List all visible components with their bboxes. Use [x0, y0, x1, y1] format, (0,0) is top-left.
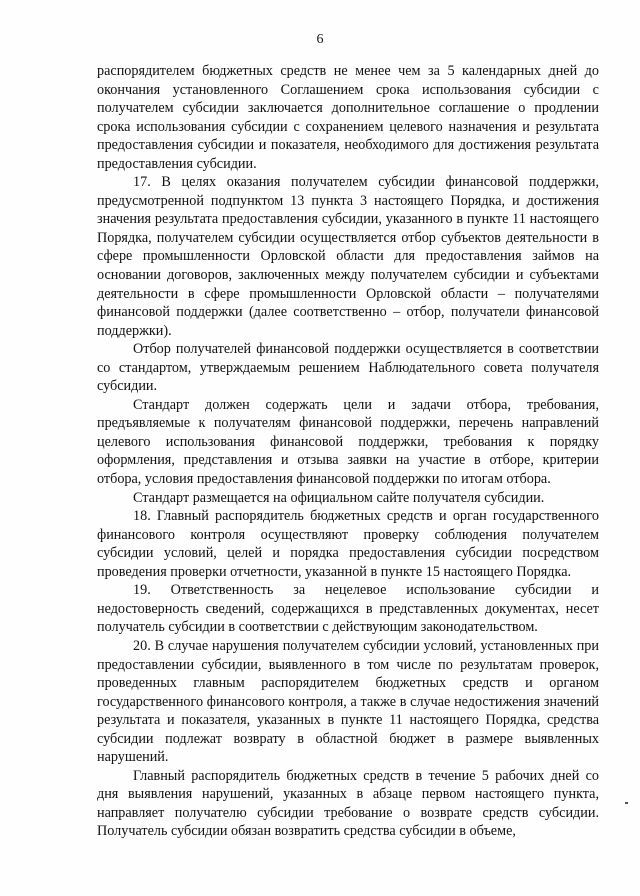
- paragraph-item-20: 20. В случае нарушения получателем субсидии условий, установленных при предоставлении субсидии, выявленного в том числе по результатам проверок, проведенных главным распорядителем бюджетных средств и органом государственного финансового контроля, а также в случае недостижения значений результата и показателя, указанных в пункте 11 настоящего Порядка, средства субсидии подлежат возврату в областной бюджет в размере выявленных нарушений.: [97, 637, 599, 766]
- paragraph-item-18: 18. Главный распорядитель бюджетных средств и орган государственного финансового контроля осуществляют проверку соблюдения получателем субсидии условий, целей и порядка предоставления субсидии посредством проведения проверки отчетности, указанной в пункте 15 настоящего Порядка.: [97, 508, 599, 580]
- scan-mark: [625, 802, 628, 804]
- paragraph-standard-publication: Стандарт размещается на официальном сайте получателя субсидии.: [133, 489, 545, 506]
- paragraph-refund-requirement: Главный распорядитель бюджетных средств в течение 5 рабочих дней со дня выявления нарушений, указанных в абзаце первом настоящего пункта, направляет получателю субсидии требование о возврате средств субсидии. Получатель субсидии обязан возвратить средства субсидии в объеме,: [97, 767, 599, 840]
- page-number: 6: [316, 32, 324, 47]
- paragraph-standard-content: Стандарт должен содержать цели и задачи отбора, требования, предъявляемые к получателям финансовой поддержки, перечень направлений целевого использования финансовой поддержки, требования к порядку оформления, представления и отзыва заявки на участие в отборе, критерии отбора, условия предоставления финансовой поддержки по итогам отбора.: [97, 396, 599, 488]
- paragraph-continuation: распорядителем бюджетных средств не менее чем за 5 календарных дней до окончания установленного Соглашением срока использования субсидии с получателем субсидии заключается дополнительное соглашение о продлении срока использования субсидии с сохранением целевого назначения и результата предоставления субсидии и показателя, необходимого для достижения результата предоставления субсидии.: [97, 63, 599, 172]
- document-body: [97, 62, 599, 841]
- paragraph-item-17: 17. В целях оказания получателем субсидии финансовой поддержки, предусмотренной подпунктом 13 пункта 3 настоящего Порядка, и достижения значения результата предоставления субсидии, указанного в пункте 11 настоящего Порядка, получателем субсидии осуществляется отбор субъектов деятельности в сфере промышленности Орловской области для предоставления займов на основании договоров, заключенных между получателем субсидии и субъектами деятельности в сфере промышленности Орловской области – получателями финансовой поддержки (далее соответственно – отбор, получатели финансовой поддержки).: [97, 174, 599, 339]
- paragraph-selection-standard: Отбор получателей финансовой поддержки осуществляется в соответствии со стандартом, утверждаемым решением Наблюдательного совета получателя субсидии.: [97, 341, 599, 395]
- paragraph-item-19: 19. Ответственность за нецелевое использование субсидии и недостоверность сведений, содержащихся в представленных документах, несет получатель субсидии в соответствии с действующим законодательством.: [97, 582, 599, 636]
